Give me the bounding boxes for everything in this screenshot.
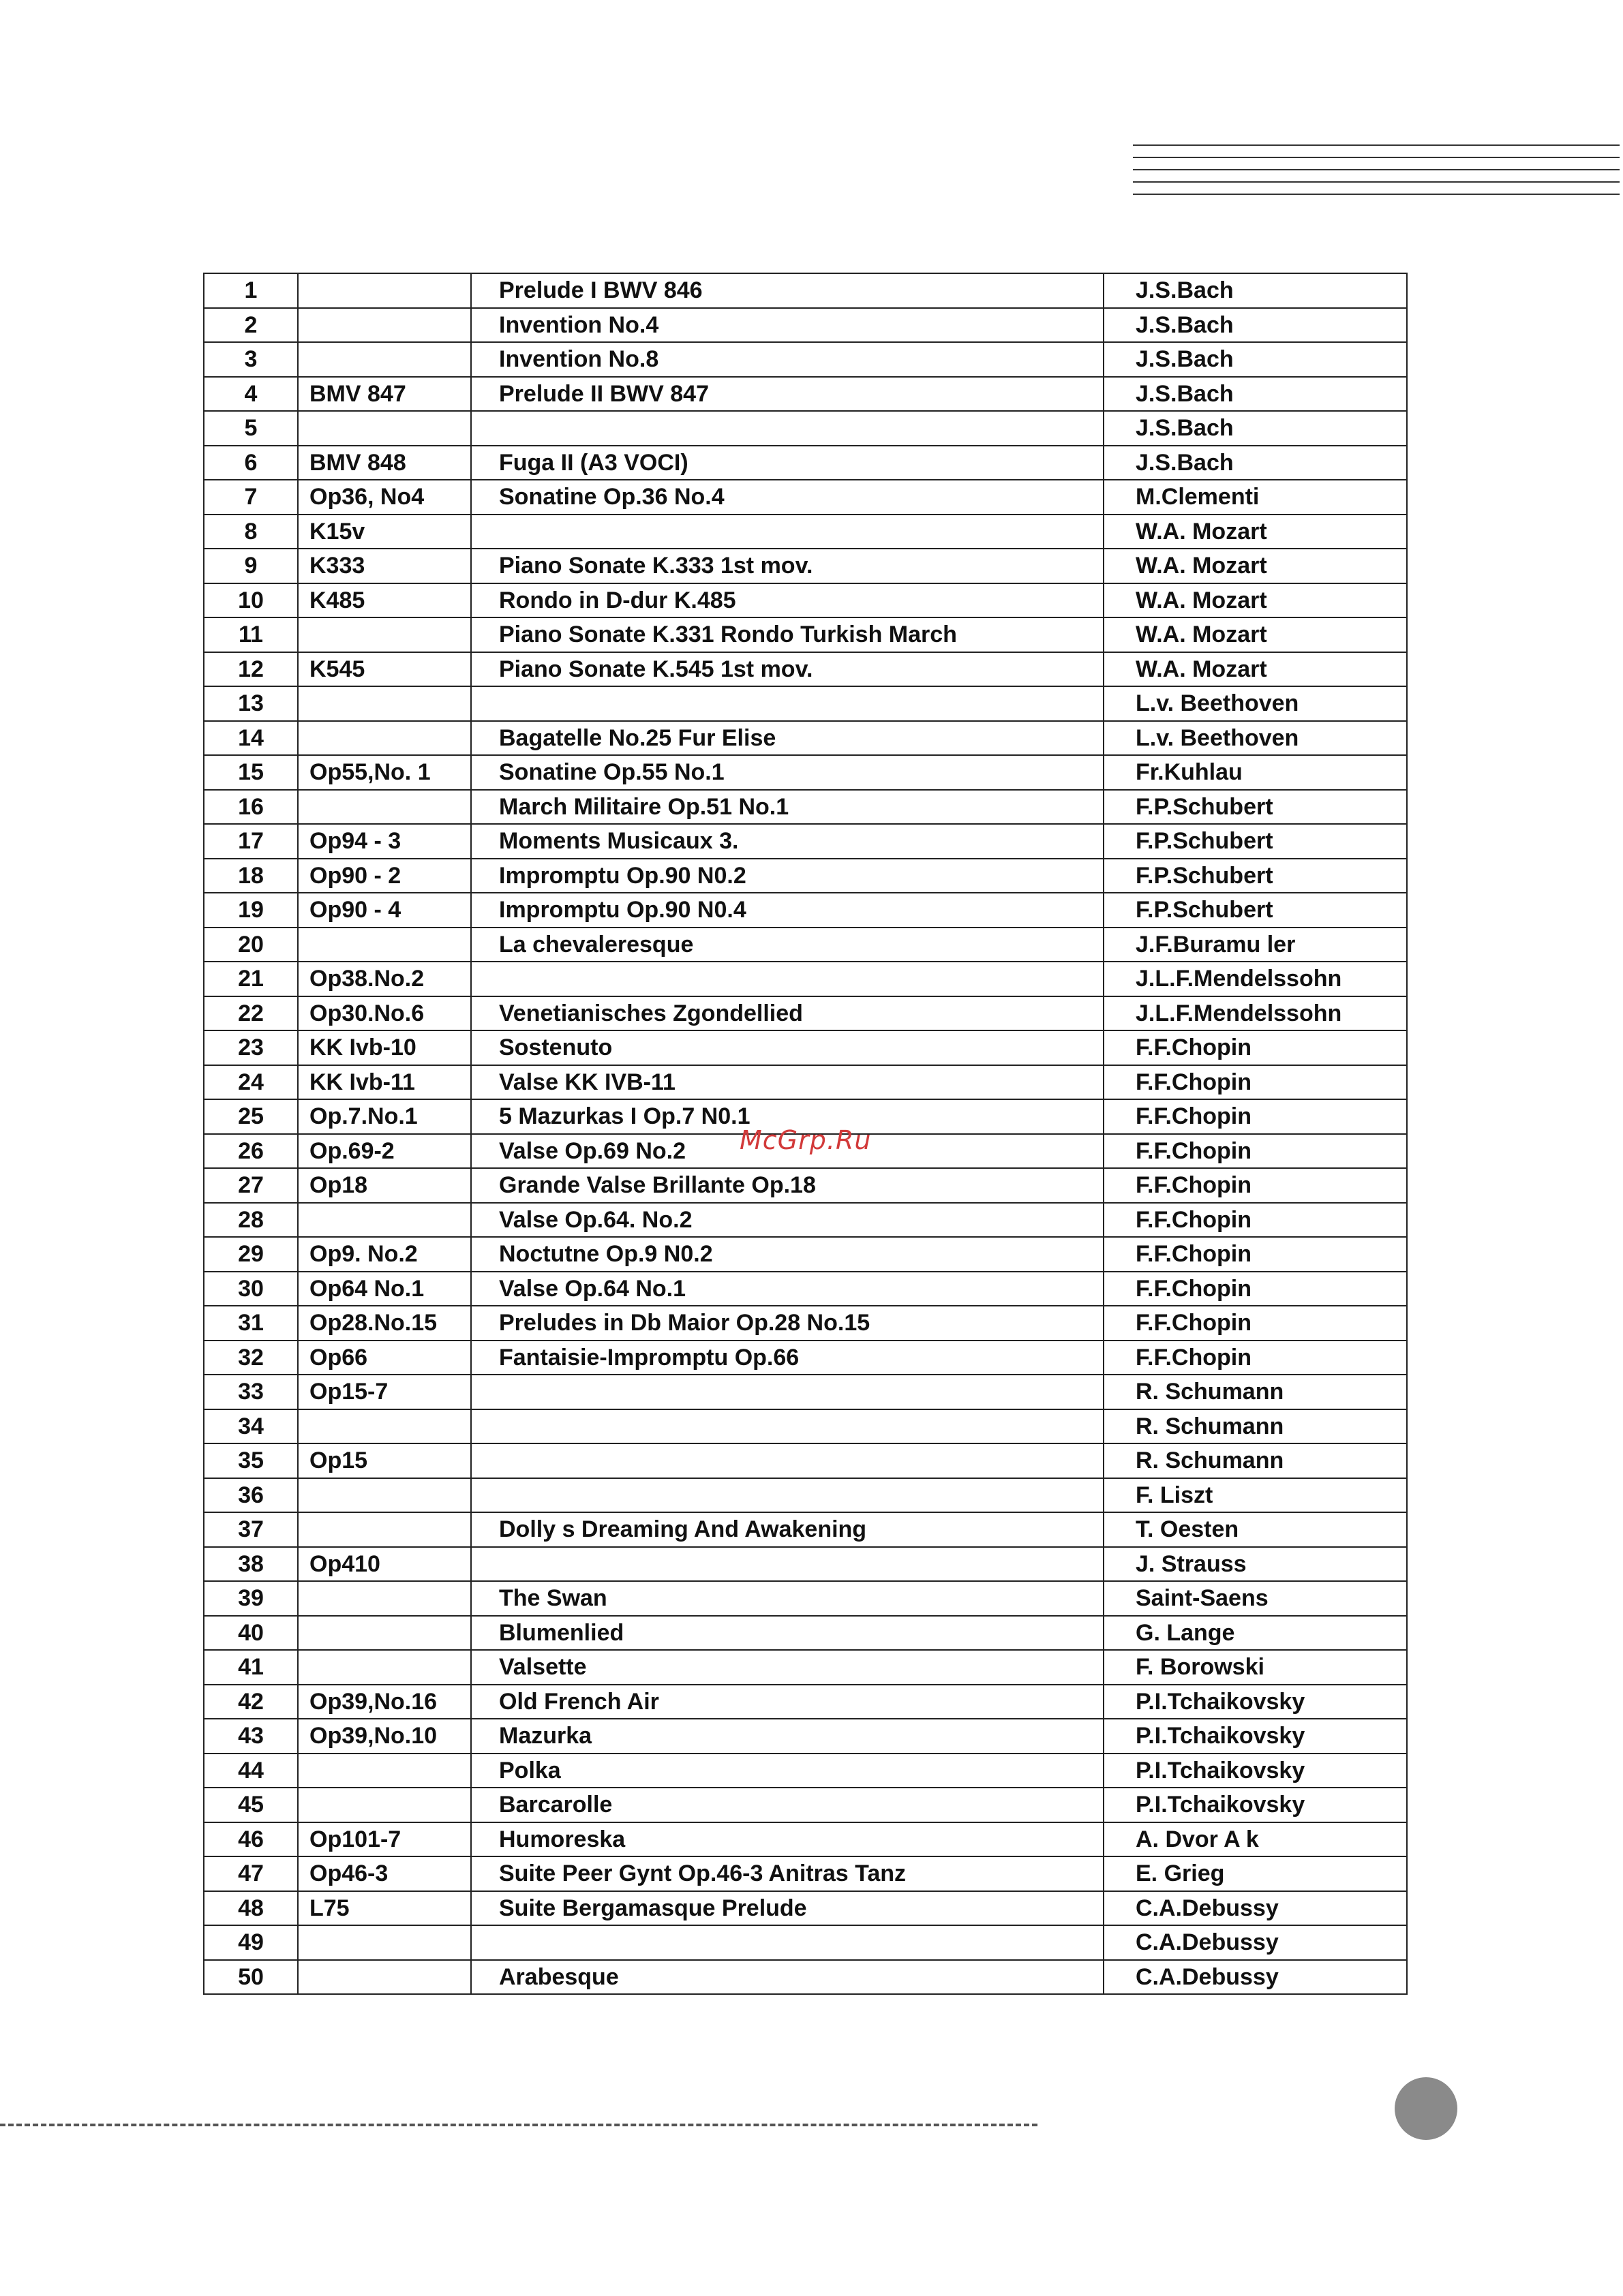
title-cell: La chevaleresque xyxy=(471,928,1104,962)
title-cell: Suite Bergamasque Prelude xyxy=(471,1891,1104,1926)
title-cell: Sonatine Op.55 No.1 xyxy=(471,755,1104,790)
composer-cell: A. Dvor A k xyxy=(1104,1822,1407,1857)
row-number-cell: 35 xyxy=(204,1443,298,1478)
opus-cell: BMV 848 xyxy=(298,446,471,480)
row-number-cell: 10 xyxy=(204,583,298,618)
composer-cell: G. Lange xyxy=(1104,1616,1407,1651)
row-number-cell: 43 xyxy=(204,1719,298,1754)
title-cell: Invention No.4 xyxy=(471,308,1104,343)
table-row xyxy=(204,1375,1407,1409)
table-row xyxy=(204,1168,1407,1203)
row-number-cell: 17 xyxy=(204,824,298,859)
table-row xyxy=(204,1306,1407,1341)
opus-cell xyxy=(298,721,471,756)
title-cell: Piano Sonate K.333 1st mov. xyxy=(471,549,1104,583)
row-number-cell: 33 xyxy=(204,1375,298,1409)
opus-cell xyxy=(298,1754,471,1788)
composer-cell: R. Schumann xyxy=(1104,1375,1407,1409)
composer-cell: W.A. Mozart xyxy=(1104,549,1407,583)
row-number-cell: 42 xyxy=(204,1685,298,1719)
opus-cell: Op.7.No.1 xyxy=(298,1099,471,1134)
row-number-cell: 34 xyxy=(204,1409,298,1444)
opus-cell xyxy=(298,1203,471,1238)
table-row xyxy=(204,583,1407,618)
title-cell: Valse Op.69 No.2 xyxy=(471,1134,1104,1169)
composer-cell: W.A. Mozart xyxy=(1104,617,1407,652)
title-cell: Fuga II (A3 VOCI) xyxy=(471,446,1104,480)
opus-cell: Op9. No.2 xyxy=(298,1237,471,1272)
table-row xyxy=(204,1788,1407,1822)
opus-cell: Op39,No.16 xyxy=(298,1685,471,1719)
composer-cell: P.I.Tchaikovsky xyxy=(1104,1788,1407,1822)
title-cell xyxy=(471,411,1104,446)
title-cell: Moments Musicaux 3. xyxy=(471,824,1104,859)
opus-cell xyxy=(298,928,471,962)
composer-cell: F.P.Schubert xyxy=(1104,893,1407,928)
title-cell xyxy=(471,1478,1104,1513)
title-cell: Old French Air xyxy=(471,1685,1104,1719)
composer-cell: J.S.Bach xyxy=(1104,411,1407,446)
opus-cell: K545 xyxy=(298,652,471,687)
table-row xyxy=(204,1891,1407,1926)
opus-cell: Op46-3 xyxy=(298,1856,471,1891)
opus-cell: Op39,No.10 xyxy=(298,1719,471,1754)
composer-cell: M.Clementi xyxy=(1104,480,1407,515)
table-row xyxy=(204,1203,1407,1238)
title-cell xyxy=(471,962,1104,996)
table-row xyxy=(204,549,1407,583)
composer-cell: F.F.Chopin xyxy=(1104,1272,1407,1306)
title-cell xyxy=(471,1547,1104,1582)
opus-cell: Op36, No4 xyxy=(298,480,471,515)
opus-cell: Op90 - 2 xyxy=(298,859,471,893)
opus-cell xyxy=(298,342,471,377)
opus-cell xyxy=(298,1512,471,1547)
table-row xyxy=(204,1685,1407,1719)
table-row xyxy=(204,273,1407,308)
composer-cell: F.F.Chopin xyxy=(1104,1065,1407,1100)
title-cell: The Swan xyxy=(471,1581,1104,1616)
table-row xyxy=(204,721,1407,756)
row-number-cell: 4 xyxy=(204,377,298,412)
table-row xyxy=(204,446,1407,480)
table-row xyxy=(204,1409,1407,1444)
table-row xyxy=(204,893,1407,928)
title-cell: Rondo in D-dur K.485 xyxy=(471,583,1104,618)
row-number-cell: 48 xyxy=(204,1891,298,1926)
title-cell: Impromptu Op.90 N0.4 xyxy=(471,893,1104,928)
title-cell: Dolly s Dreaming And Awakening xyxy=(471,1512,1104,1547)
table-row xyxy=(204,480,1407,515)
row-number-cell: 41 xyxy=(204,1650,298,1685)
row-number-cell: 20 xyxy=(204,928,298,962)
row-number-cell: 27 xyxy=(204,1168,298,1203)
table-row xyxy=(204,1719,1407,1754)
table-row xyxy=(204,1960,1407,1995)
composer-cell: F.P.Schubert xyxy=(1104,824,1407,859)
title-cell: Barcarolle xyxy=(471,1788,1104,1822)
table-row xyxy=(204,308,1407,343)
row-number-cell: 47 xyxy=(204,1856,298,1891)
composer-cell: F.F.Chopin xyxy=(1104,1134,1407,1169)
row-number-cell: 49 xyxy=(204,1925,298,1960)
row-number-cell: 39 xyxy=(204,1581,298,1616)
opus-cell: BMV 847 xyxy=(298,377,471,412)
title-cell: March Militaire Op.51 No.1 xyxy=(471,790,1104,825)
opus-cell xyxy=(298,617,471,652)
row-number-cell: 7 xyxy=(204,480,298,515)
title-cell: Noctutne Op.9 N0.2 xyxy=(471,1237,1104,1272)
table-row xyxy=(204,342,1407,377)
table-row xyxy=(204,1272,1407,1306)
opus-cell xyxy=(298,1409,471,1444)
row-number-cell: 5 xyxy=(204,411,298,446)
composer-cell: J. Strauss xyxy=(1104,1547,1407,1582)
table-row xyxy=(204,1925,1407,1960)
watermark-text: McGrp.Ru xyxy=(740,1125,872,1155)
opus-cell: Op38.No.2 xyxy=(298,962,471,996)
title-cell xyxy=(471,1925,1104,1960)
composer-cell: J.S.Bach xyxy=(1104,446,1407,480)
row-number-cell: 36 xyxy=(204,1478,298,1513)
table-row xyxy=(204,617,1407,652)
opus-cell: Op66 xyxy=(298,1341,471,1375)
title-cell: Blumenlied xyxy=(471,1616,1104,1651)
row-number-cell: 29 xyxy=(204,1237,298,1272)
title-cell: Impromptu Op.90 N0.2 xyxy=(471,859,1104,893)
row-number-cell: 46 xyxy=(204,1822,298,1857)
table-row xyxy=(204,1443,1407,1478)
table-row xyxy=(204,1512,1407,1547)
composer-cell: W.A. Mozart xyxy=(1104,583,1407,618)
opus-cell xyxy=(298,411,471,446)
row-number-cell: 19 xyxy=(204,893,298,928)
row-number-cell: 31 xyxy=(204,1306,298,1341)
composer-cell: C.A.Debussy xyxy=(1104,1891,1407,1926)
row-number-cell: 40 xyxy=(204,1616,298,1651)
opus-cell xyxy=(298,1616,471,1651)
row-number-cell: 8 xyxy=(204,515,298,549)
row-number-cell: 16 xyxy=(204,790,298,825)
composer-cell: J.S.Bach xyxy=(1104,308,1407,343)
title-cell xyxy=(471,686,1104,721)
opus-cell: Op30.No.6 xyxy=(298,996,471,1031)
table-row xyxy=(204,962,1407,996)
page-number-circle xyxy=(1395,2077,1457,2140)
row-number-cell: 3 xyxy=(204,342,298,377)
opus-cell xyxy=(298,1925,471,1960)
table-row xyxy=(204,1616,1407,1651)
row-number-cell: 23 xyxy=(204,1030,298,1065)
table-row xyxy=(204,411,1407,446)
composer-cell: F.F.Chopin xyxy=(1104,1030,1407,1065)
composer-cell: C.A.Debussy xyxy=(1104,1925,1407,1960)
row-number-cell: 6 xyxy=(204,446,298,480)
opus-cell: K333 xyxy=(298,549,471,583)
table-row xyxy=(204,1822,1407,1857)
title-cell xyxy=(471,1409,1104,1444)
composer-cell: F.P.Schubert xyxy=(1104,859,1407,893)
title-cell: Suite Peer Gynt Op.46-3 Anitras Tanz xyxy=(471,1856,1104,1891)
title-cell: Valse Op.64. No.2 xyxy=(471,1203,1104,1238)
composer-cell: J.S.Bach xyxy=(1104,342,1407,377)
opus-cell: Op15-7 xyxy=(298,1375,471,1409)
composer-cell: E. Grieg xyxy=(1104,1856,1407,1891)
title-cell xyxy=(471,1443,1104,1478)
composer-cell: R. Schumann xyxy=(1104,1409,1407,1444)
composer-cell: J.S.Bach xyxy=(1104,273,1407,308)
table-row xyxy=(204,515,1407,549)
row-number-cell: 11 xyxy=(204,617,298,652)
table-row xyxy=(204,928,1407,962)
composer-cell: W.A. Mozart xyxy=(1104,652,1407,687)
title-cell: Mazurka xyxy=(471,1719,1104,1754)
composer-cell: F.F.Chopin xyxy=(1104,1341,1407,1375)
title-cell: Grande Valse Brillante Op.18 xyxy=(471,1168,1104,1203)
composer-cell: F.F.Chopin xyxy=(1104,1306,1407,1341)
composer-cell: L.v. Beethoven xyxy=(1104,686,1407,721)
opus-cell xyxy=(298,790,471,825)
title-cell: Piano Sonate K.331 Rondo Turkish March xyxy=(471,617,1104,652)
opus-cell xyxy=(298,1650,471,1685)
opus-cell xyxy=(298,686,471,721)
opus-cell: K485 xyxy=(298,583,471,618)
table-row xyxy=(204,652,1407,687)
row-number-cell: 14 xyxy=(204,721,298,756)
opus-cell xyxy=(298,1478,471,1513)
table-row xyxy=(204,755,1407,790)
row-number-cell: 13 xyxy=(204,686,298,721)
opus-cell: Op64 No.1 xyxy=(298,1272,471,1306)
opus-cell: Op410 xyxy=(298,1547,471,1582)
composer-cell: Fr.Kuhlau xyxy=(1104,755,1407,790)
composer-cell: L.v. Beethoven xyxy=(1104,721,1407,756)
composer-cell: P.I.Tchaikovsky xyxy=(1104,1685,1407,1719)
title-cell: Humoreska xyxy=(471,1822,1104,1857)
title-cell: 5 Mazurkas I Op.7 N0.1 xyxy=(471,1099,1104,1134)
table-row xyxy=(204,1650,1407,1685)
opus-cell: Op18 xyxy=(298,1168,471,1203)
composer-cell: J.L.F.Mendelssohn xyxy=(1104,962,1407,996)
composer-cell: W.A. Mozart xyxy=(1104,515,1407,549)
title-cell: Valse Op.64 No.1 xyxy=(471,1272,1104,1306)
row-number-cell: 9 xyxy=(204,549,298,583)
row-number-cell: 22 xyxy=(204,996,298,1031)
table-row xyxy=(204,1547,1407,1582)
row-number-cell: 50 xyxy=(204,1960,298,1995)
composer-cell: J.F.Buramu ler xyxy=(1104,928,1407,962)
composer-cell: F.F.Chopin xyxy=(1104,1168,1407,1203)
title-cell: Sostenuto xyxy=(471,1030,1104,1065)
title-cell: Prelude I BWV 846 xyxy=(471,273,1104,308)
row-number-cell: 21 xyxy=(204,962,298,996)
table-row xyxy=(204,996,1407,1031)
title-cell: Sonatine Op.36 No.4 xyxy=(471,480,1104,515)
table-row xyxy=(204,824,1407,859)
row-number-cell: 12 xyxy=(204,652,298,687)
opus-cell: Op101-7 xyxy=(298,1822,471,1857)
composer-cell: Saint-Saens xyxy=(1104,1581,1407,1616)
opus-cell xyxy=(298,1581,471,1616)
table-row xyxy=(204,1754,1407,1788)
title-cell: Polka xyxy=(471,1754,1104,1788)
opus-cell: Op94 - 3 xyxy=(298,824,471,859)
opus-cell: Op15 xyxy=(298,1443,471,1478)
row-number-cell: 37 xyxy=(204,1512,298,1547)
opus-cell: KK Ivb-10 xyxy=(298,1030,471,1065)
title-cell: Invention No.8 xyxy=(471,342,1104,377)
table-row xyxy=(204,1478,1407,1513)
opus-cell: Op28.No.15 xyxy=(298,1306,471,1341)
title-cell xyxy=(471,515,1104,549)
opus-cell xyxy=(298,308,471,343)
composer-cell: J.L.F.Mendelssohn xyxy=(1104,996,1407,1031)
row-number-cell: 28 xyxy=(204,1203,298,1238)
row-number-cell: 24 xyxy=(204,1065,298,1100)
composer-cell: R. Schumann xyxy=(1104,1443,1407,1478)
title-cell: Piano Sonate K.545 1st mov. xyxy=(471,652,1104,687)
table-row xyxy=(204,1581,1407,1616)
row-number-cell: 30 xyxy=(204,1272,298,1306)
opus-cell xyxy=(298,1788,471,1822)
composer-cell: F.F.Chopin xyxy=(1104,1203,1407,1238)
table-row xyxy=(204,1030,1407,1065)
title-cell: Arabesque xyxy=(471,1960,1104,1995)
table-row xyxy=(204,1856,1407,1891)
composer-cell: F.F.Chopin xyxy=(1104,1237,1407,1272)
opus-cell: Op55,No. 1 xyxy=(298,755,471,790)
row-number-cell: 45 xyxy=(204,1788,298,1822)
opus-cell: KK Ivb-11 xyxy=(298,1065,471,1100)
title-cell: Valse KK IVB-11 xyxy=(471,1065,1104,1100)
composer-cell: J.S.Bach xyxy=(1104,377,1407,412)
title-cell xyxy=(471,1375,1104,1409)
composer-cell: F.P.Schubert xyxy=(1104,790,1407,825)
opus-cell: K15v xyxy=(298,515,471,549)
composer-cell: F. Liszt xyxy=(1104,1478,1407,1513)
row-number-cell: 32 xyxy=(204,1341,298,1375)
row-number-cell: 15 xyxy=(204,755,298,790)
row-number-cell: 38 xyxy=(204,1547,298,1582)
opus-cell: Op90 - 4 xyxy=(298,893,471,928)
composer-cell: P.I.Tchaikovsky xyxy=(1104,1754,1407,1788)
composer-cell: F. Borowski xyxy=(1104,1650,1407,1685)
composer-cell: T. Oesten xyxy=(1104,1512,1407,1547)
row-number-cell: 44 xyxy=(204,1754,298,1788)
composer-cell: P.I.Tchaikovsky xyxy=(1104,1719,1407,1754)
opus-cell xyxy=(298,273,471,308)
title-cell: Preludes in Db Maior Op.28 No.15 xyxy=(471,1306,1104,1341)
composer-cell: C.A.Debussy xyxy=(1104,1960,1407,1995)
table-row xyxy=(204,859,1407,893)
table-row xyxy=(204,1341,1407,1375)
row-number-cell: 2 xyxy=(204,308,298,343)
dashed-divider xyxy=(0,2124,1037,2126)
title-cell: Venetianisches Zgondellied xyxy=(471,996,1104,1031)
title-cell: Fantaisie-Impromptu Op.66 xyxy=(471,1341,1104,1375)
title-cell: Valsette xyxy=(471,1650,1104,1685)
row-number-cell: 1 xyxy=(204,273,298,308)
row-number-cell: 18 xyxy=(204,859,298,893)
opus-cell: Op.69-2 xyxy=(298,1134,471,1169)
row-number-cell: 26 xyxy=(204,1134,298,1169)
title-cell: Bagatelle No.25 Fur Elise xyxy=(471,721,1104,756)
title-cell: Prelude II BWV 847 xyxy=(471,377,1104,412)
table-row xyxy=(204,377,1407,412)
table-row xyxy=(204,1237,1407,1272)
table-row xyxy=(204,790,1407,825)
table-row xyxy=(204,1065,1407,1100)
opus-cell xyxy=(298,1960,471,1995)
table-row xyxy=(204,686,1407,721)
row-number-cell: 25 xyxy=(204,1099,298,1134)
staff-lines-decoration xyxy=(1133,144,1620,206)
opus-cell: L75 xyxy=(298,1891,471,1926)
composer-cell: F.F.Chopin xyxy=(1104,1099,1407,1134)
